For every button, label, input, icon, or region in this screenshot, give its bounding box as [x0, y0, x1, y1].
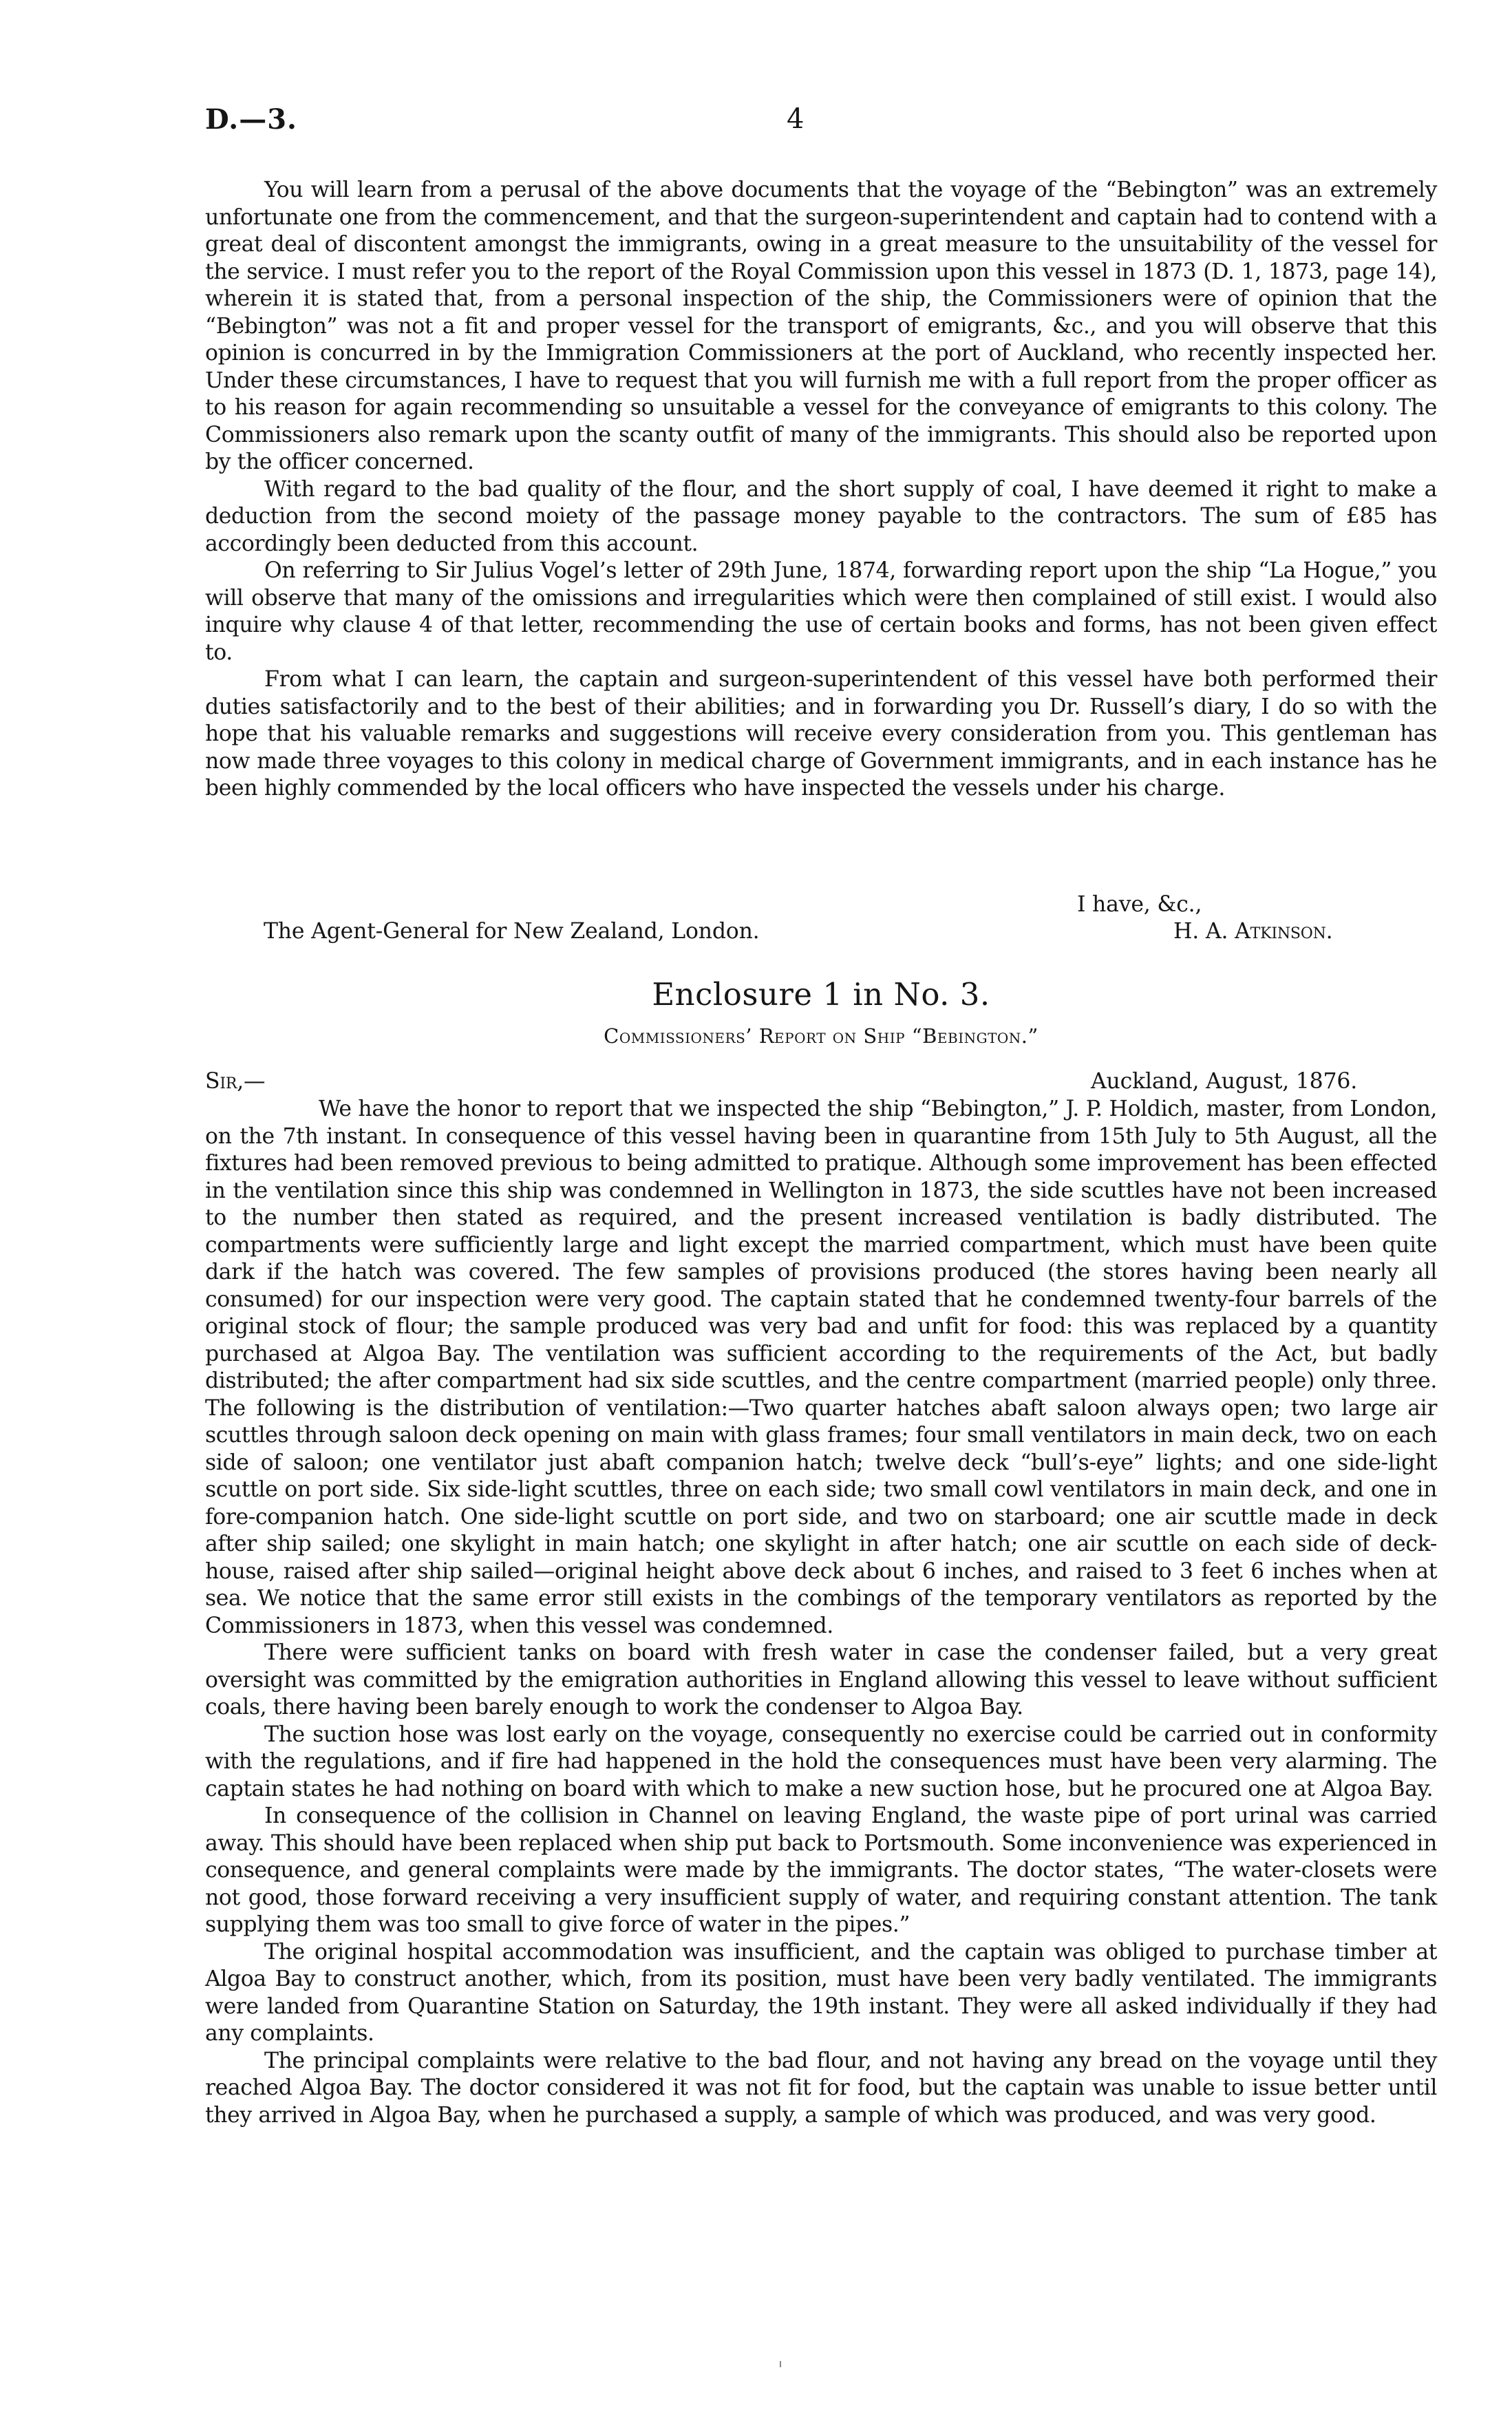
enclosure-place-date: Auckland, August, 1876. [1091, 1069, 1358, 1094]
page-number: 4 [787, 103, 805, 135]
enclosure-paragraph: In consequence of the collision in Channel on leaving England, the waste pipe of port urinal was carried away. This should have been replaced when ship put back to Portsmouth. Some inconvenience was experienced in consequence, and general complaints were made by the immigrants. The doctor states, “The water-closets were not good, those forward receiving a very insufficient supply of water, and requiring constant attention. The tank supplying them was too small to give force of water in the pipes.” [205, 1803, 1437, 1937]
enclosure-salutation: Sir,— [205, 1069, 266, 1094]
enclosure-paragraph: The principal complaints were relative to the bad flour, and not having any bread on the voyage until they reached Algoa Bay. The doctor considered it was not fit for food, but the captain was unable to issue better until they arrived in Algoa Bay, when he purchased a supply, a sample of which was produced, and was very good. [205, 2048, 1437, 2128]
enclosure-subtitle: Commissioners’ Report on Ship “Bebington.” [604, 1024, 1039, 1048]
enclosure-paragraph: There were sufficient tanks on board with fresh water in case the condenser failed, but a very great oversight was committed by the emigration authorities in England allowing this vessel to leave without sufficient coals, there having been barely enough to work the condenser to Algoa Bay. [205, 1640, 1437, 1720]
letter-paragraph: On referring to Sir Julius Vogel’s letter of 29th June, 1874, forwarding report upon the ship “La Hogue,” you will observe that many of the omissions and irregularities which were then complained of still exist. I would also inquire why clause 4 of that letter, recommending the use of certain books and forms, has not been given effect to. [205, 558, 1437, 665]
enclosure-title: Enclosure 1 in No. 3. [652, 976, 990, 1013]
letter-addressee: The Agent-General for New Zealand, London. [264, 919, 760, 944]
enclosure-body [205, 1096, 1437, 2129]
document-reference: D.—3. [205, 103, 297, 136]
enclosure-paragraph: The original hospital accommodation was insufficient, and the captain was obliged to purchase timber at Algoa Bay to construct another, which, from its position, must have been very badly ventilated. The immigrants were landed from Quarantine Station on Saturday, the 19th instant. They were all asked individually if they had any complaints. [205, 1939, 1437, 2046]
letter-paragraph: From what I can learn, the captain and surgeon-superintendent of this vessel have both performed their duties satisfactorily and to the best of their abilities; and in forwarding you Dr. Russell’s diary, I do so with the hope that his valuable remarks and suggestions will receive every consideration from you. This gentleman has now made three voyages to this colony in medical charge of Government immigrants, and in each instance has he been highly commended by the local officers who have inspected the vessels under his charge. [205, 667, 1437, 801]
enclosure-paragraph: The suction hose was lost early on the voyage, consequently no exercise could be carried out in conformity with the regulations, and if fire had happened in the hold the consequences must have been very alarming. The captain states he had nothing on board with which to make a new suction hose, but he procured one at Algoa Bay. [205, 1722, 1437, 1801]
page-header [205, 103, 1437, 145]
letter-paragraph: With regard to the bad quality of the flour, and the short supply of coal, I have deemed it right to make a deduction from the second moiety of the passage money payable to the contractors. The sum of £85 has accordingly been deducted from this account. [205, 476, 1437, 556]
letter-closing: I have, &c., [1077, 892, 1202, 917]
enclosure-paragraph: We have the honor to report that we inspected the ship “Bebington,” J. P. Holdich, master, from London, on the 7th instant. In consequence of this vessel having been in quarantine from 15th July to 5th August, all the fixtures had been removed previous to being admitted to pratique. Although some improvement has been effected in the ventilation since this ship was condemned in Wellington in 1873, the side scuttles have not been increased to the number then stated as required, and the present increased ventilation is badly distributed. The compartments were sufficiently large and light except the married compartment, which must have been quite dark if the hatch was covered. The few samples of provisions produced (the stores having been nearly all consumed) for our inspection were very good. The captain stated that he condemned twenty-four barrels of the original stock of flour; the sample produced was very bad and unfit for food: this was replaced by a quantity purchased at Algoa Bay. The ventilation was sufficient according to the requirements of the Act, but badly distributed; the after compartment had six side scuttles, and the centre compartment (married people) only three. The following is the distribution of ventilation:—Two quarter hatches abaft saloon always open; two large air scuttles through saloon deck opening on main with glass frames; four small ventilators in main deck, two on each side of saloon; one ventilator just abaft companion hatch; twelve deck “bull’s-eye” lights; and one side-light scuttle on port side. Six side-light scuttles, three on each side; two small cowl ventilators in main deck, and one in fore-companion hatch. One side-light scuttle on port side, and two on starboard; one air scuttle made in deck after ship sailed; one skylight in main hatch; one skylight in after hatch; one air scuttle on each side of deck-house, raised after ship sailed—original height above deck about 6 inches, and raised to 3 feet 6 inches when at sea. We notice that the same error still exists in the combings of the temporary ventilators as reported by the Commissioners in 1873, when this vessel was condemned. [205, 1097, 1437, 1638]
letter-signature: H. A. Atkinson. [1173, 919, 1333, 944]
print-speck [780, 2361, 781, 2367]
letter-paragraph: You will learn from a perusal of the above documents that the voyage of the “Bebington” was an extremely unfortunate one from the commencement, and that the surgeon-superintendent and captain had to contend with a great deal of discontent amongst the immigrants, owing in a great measure to the unsuitability of the vessel for the service. I must refer you to the report of the Royal Commission upon this vessel in 1873 (D. 1, 1873, page 14), wherein it is stated that, from a personal inspection of the ship, the Commissioners were of opinion that the “Bebington” was not a fit and proper vessel for the transport of emigrants, &c., and you will observe that this opinion is concurred in by the Immigration Commissioners at the port of Auckland, who recently inspected her. Under these circumstances, I have to request that you will furnish me with a full report from the proper officer as to his reason for again recommending so unsuitable a vessel for the conveyance of emigrants to this colony. The Commissioners also remark upon the scanty outfit of many of the immigrants. This should also be reported upon by the officer concerned. [205, 178, 1437, 474]
letter-body [205, 177, 1437, 803]
